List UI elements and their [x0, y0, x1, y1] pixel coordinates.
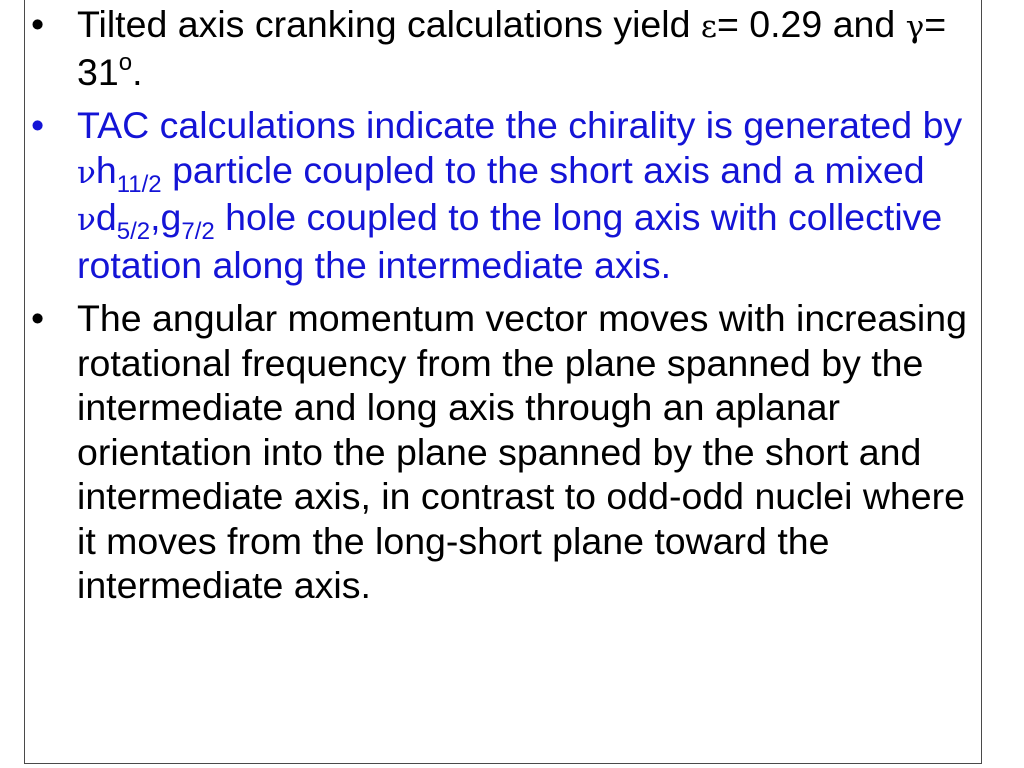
text-run: = 31 — [77, 3, 947, 93]
gamma-symbol: γ — [905, 9, 925, 45]
text-run: . — [132, 50, 143, 93]
text-run: Tilted axis cranking calculations yield — [77, 3, 701, 45]
degree-superscript: o — [118, 48, 133, 76]
bullet-marker — [31, 2, 71, 47]
bullet-text — [77, 103, 975, 287]
text-run: h — [95, 148, 117, 191]
nu-symbol: ν — [77, 202, 96, 238]
bullet-item-angular-momentum — [25, 287, 983, 608]
text-run: ,g — [150, 196, 182, 238]
bullet-item-tac-result — [25, 0, 983, 94]
subscript: 7/2 — [181, 218, 215, 245]
text-run: TAC calculations indicate the chirality is generated by — [77, 104, 963, 146]
bullet-list — [25, 0, 983, 608]
text-run: = 0.29 and — [716, 3, 906, 45]
text-run: hole coupled to the long axis with collective rotation along the intermediate axis. — [77, 196, 943, 286]
slide-canvas — [24, 0, 982, 764]
epsilon-symbol: ε — [700, 9, 717, 45]
text-run: d — [95, 196, 117, 238]
bullet-text: The angular momentum vector moves with increasing rotational frequency from the plane spanned by the intermediate and long axis through an aplanar orientation into the plane spanned by the short and intermediate axis, in contrast to odd-odd nuclei where it moves from the long-short plane toward the intermediate axis. — [77, 297, 967, 606]
bullet-item-chirality — [25, 94, 983, 287]
subscript: 5/2 — [116, 218, 151, 245]
bullet-marker — [31, 103, 71, 148]
nu-symbol: ν — [77, 154, 96, 191]
subscript: 11/2 — [116, 170, 162, 198]
text-run: particle coupled to the short axis and a mixed — [161, 148, 925, 191]
bullet-text — [77, 2, 975, 94]
bullet-marker — [31, 296, 71, 341]
